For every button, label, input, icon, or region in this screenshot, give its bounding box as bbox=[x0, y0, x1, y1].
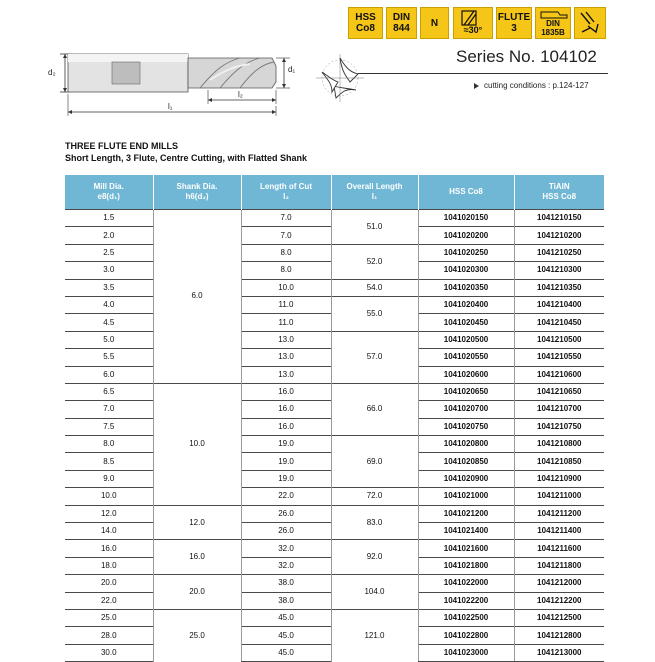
tialn-code-cell: 1041210300 bbox=[514, 262, 604, 279]
overall-length-cell: 52.0 bbox=[331, 244, 418, 279]
mill-dia-cell: 20.0 bbox=[65, 575, 153, 592]
mill-dia-cell: 8.0 bbox=[65, 436, 153, 453]
cutting-conditions-link[interactable]: cutting conditions : p.124-127 bbox=[474, 81, 589, 90]
length-of-cut-cell: 8.0 bbox=[241, 262, 331, 279]
tialn-code-cell: 1041212200 bbox=[514, 592, 604, 609]
d1-label: d₁ bbox=[288, 65, 296, 74]
helix-icon bbox=[460, 10, 482, 26]
hss-code-cell: 1041021600 bbox=[418, 540, 514, 557]
tialn-code-cell: 1041211400 bbox=[514, 523, 604, 540]
centre-cutting-icon bbox=[578, 10, 602, 36]
shank-dia-cell: 6.0 bbox=[153, 210, 241, 384]
table-row bbox=[65, 436, 604, 453]
hss-code-cell: 1041020350 bbox=[418, 279, 514, 296]
overall-length-cell: 121.0 bbox=[331, 609, 418, 661]
shank-dia-cell: 16.0 bbox=[153, 540, 241, 575]
length-of-cut-cell: 13.0 bbox=[241, 366, 331, 383]
tialn-code-cell: 1041210400 bbox=[514, 296, 604, 313]
hss-code-cell: 1041022200 bbox=[418, 592, 514, 609]
length-of-cut-cell: 19.0 bbox=[241, 436, 331, 453]
tialn-code-cell: 1041210450 bbox=[514, 314, 604, 331]
length-of-cut-cell: 38.0 bbox=[241, 575, 331, 592]
hss-code-cell: 1041022500 bbox=[418, 609, 514, 626]
hss-code-cell: 1041022800 bbox=[418, 627, 514, 644]
mill-dia-cell: 28.0 bbox=[65, 627, 153, 644]
overall-length-cell: 83.0 bbox=[331, 505, 418, 540]
arrow-right-icon bbox=[474, 83, 479, 89]
tialn-code-cell: 1041211800 bbox=[514, 557, 604, 574]
mill-dia-cell: 16.0 bbox=[65, 540, 153, 557]
tialn-code-cell: 1041210800 bbox=[514, 436, 604, 453]
length-of-cut-cell: 7.0 bbox=[241, 210, 331, 227]
mill-dia-cell: 6.0 bbox=[65, 366, 153, 383]
hss-code-cell: 1041020650 bbox=[418, 383, 514, 400]
mill-dia-cell: 18.0 bbox=[65, 557, 153, 574]
tialn-code-cell: 1041211200 bbox=[514, 505, 604, 522]
flute-count-badge: FLUTE 3 bbox=[496, 7, 532, 39]
mill-dia-cell: 10.0 bbox=[65, 488, 153, 505]
table-row bbox=[65, 488, 604, 505]
length-of-cut-cell: 11.0 bbox=[241, 296, 331, 313]
mill-dia-cell: 22.0 bbox=[65, 592, 153, 609]
hss-code-cell: 1041023000 bbox=[418, 644, 514, 661]
hss-code-cell: 1041021400 bbox=[418, 523, 514, 540]
l2-label: l₂ bbox=[238, 90, 243, 99]
l1-label: l₁ bbox=[168, 102, 173, 111]
tialn-code-cell: 1041212800 bbox=[514, 627, 604, 644]
overall-length-cell: 51.0 bbox=[331, 210, 418, 245]
tialn-code-cell: 1041210650 bbox=[514, 383, 604, 400]
flute-body bbox=[188, 58, 276, 88]
hss-co8-badge: HSS Co8 bbox=[348, 7, 383, 39]
table-row bbox=[65, 383, 604, 400]
mill-dia-cell: 3.5 bbox=[65, 279, 153, 296]
length-of-cut-cell: 26.0 bbox=[241, 523, 331, 540]
hss-code-cell: 1041020550 bbox=[418, 349, 514, 366]
table-row bbox=[65, 575, 604, 592]
hss-code-cell: 1041020300 bbox=[418, 262, 514, 279]
tialn-code-cell: 1041210200 bbox=[514, 227, 604, 244]
hss-code-cell: 1041020500 bbox=[418, 331, 514, 348]
hss-code-cell: 1041022000 bbox=[418, 575, 514, 592]
mill-dia-cell: 5.0 bbox=[65, 331, 153, 348]
length-of-cut-cell: 26.0 bbox=[241, 505, 331, 522]
tialn-code-cell: 1041210750 bbox=[514, 418, 604, 435]
table-header-row bbox=[65, 175, 604, 210]
mill-dia-cell: 3.0 bbox=[65, 262, 153, 279]
overall-length-cell: 72.0 bbox=[331, 488, 418, 505]
overall-length-cell: 57.0 bbox=[331, 331, 418, 383]
mill-dia-header: Mill Dia. e8(d₁) bbox=[65, 175, 153, 210]
hss-code-cell: 1041020200 bbox=[418, 227, 514, 244]
mill-dia-cell: 12.0 bbox=[65, 505, 153, 522]
table-row bbox=[65, 609, 604, 626]
length-of-cut-cell: 13.0 bbox=[241, 331, 331, 348]
shank-dia-cell: 12.0 bbox=[153, 505, 241, 540]
centre-cutting-badge bbox=[574, 7, 606, 39]
hss-code-cell: 1041020850 bbox=[418, 453, 514, 470]
mill-dia-cell: 4.0 bbox=[65, 296, 153, 313]
length-of-cut-cell: 45.0 bbox=[241, 627, 331, 644]
mill-dia-cell: 9.0 bbox=[65, 470, 153, 487]
mill-dia-cell: 6.5 bbox=[65, 383, 153, 400]
tialn-code-cell: 1041210150 bbox=[514, 210, 604, 227]
mill-dia-cell: 7.5 bbox=[65, 418, 153, 435]
hss-code-cell: 1041021000 bbox=[418, 488, 514, 505]
hss-code-cell: 1041020250 bbox=[418, 244, 514, 261]
mill-dia-cell: 8.5 bbox=[65, 453, 153, 470]
table-row bbox=[65, 244, 604, 261]
hss-code-cell: 1041020450 bbox=[418, 314, 514, 331]
length-of-cut-cell: 38.0 bbox=[241, 592, 331, 609]
length-of-cut-cell: 45.0 bbox=[241, 609, 331, 626]
spec-table bbox=[65, 175, 604, 662]
tialn-code-cell: 1041212000 bbox=[514, 575, 604, 592]
series-divider bbox=[358, 73, 608, 74]
length-of-cut-cell: 22.0 bbox=[241, 488, 331, 505]
mill-dia-cell: 5.5 bbox=[65, 349, 153, 366]
tialn-code-cell: 1041210250 bbox=[514, 244, 604, 261]
tialn-code-cell: 1041210900 bbox=[514, 470, 604, 487]
overall-length-cell: 66.0 bbox=[331, 383, 418, 435]
product-subtitle: Short Length, 3 Flute, Centre Cutting, with Flatted Shank bbox=[65, 153, 307, 163]
length-of-cut-cell: 7.0 bbox=[241, 227, 331, 244]
mill-dia-cell: 4.5 bbox=[65, 314, 153, 331]
mill-dia-cell: 1.5 bbox=[65, 210, 153, 227]
tialn-code-cell: 1041210350 bbox=[514, 279, 604, 296]
shank-dia-cell: 25.0 bbox=[153, 609, 241, 661]
overall-length-cell: 69.0 bbox=[331, 436, 418, 488]
hss-code-cell: 1041020400 bbox=[418, 296, 514, 313]
length-of-cut-cell: 45.0 bbox=[241, 644, 331, 661]
length-of-cut-cell: 13.0 bbox=[241, 349, 331, 366]
mill-dia-cell: 25.0 bbox=[65, 609, 153, 626]
length-of-cut-cell: 16.0 bbox=[241, 418, 331, 435]
length-of-cut-cell: 32.0 bbox=[241, 557, 331, 574]
mill-dia-cell: 30.0 bbox=[65, 644, 153, 661]
mill-dia-cell: 2.5 bbox=[65, 244, 153, 261]
hss-code-cell: 1041020900 bbox=[418, 470, 514, 487]
overall-length-cell: 55.0 bbox=[331, 296, 418, 331]
type-n-badge: N bbox=[420, 7, 449, 39]
tialn-code-cell: 1041212500 bbox=[514, 609, 604, 626]
shank-dia-cell: 20.0 bbox=[153, 575, 241, 610]
tialn-code-cell: 1041213000 bbox=[514, 644, 604, 661]
cross-section bbox=[316, 54, 364, 102]
tialn-code-cell: 1041210500 bbox=[514, 331, 604, 348]
table-row bbox=[65, 505, 604, 522]
mill-dia-cell: 14.0 bbox=[65, 523, 153, 540]
overall-length-cell: 54.0 bbox=[331, 279, 418, 296]
table-row bbox=[65, 210, 604, 227]
overall-length-cell: 104.0 bbox=[331, 575, 418, 610]
tialn-code-cell: 1041211600 bbox=[514, 540, 604, 557]
length-of-cut-cell: 16.0 bbox=[241, 401, 331, 418]
series-title: Series No. 104102 bbox=[456, 47, 597, 66]
length-of-cut-cell: 10.0 bbox=[241, 279, 331, 296]
length-of-cut-cell: 19.0 bbox=[241, 470, 331, 487]
length-of-cut-cell: 11.0 bbox=[241, 314, 331, 331]
tialn-code-cell: 1041210550 bbox=[514, 349, 604, 366]
tialn-code-cell: 1041211000 bbox=[514, 488, 604, 505]
overall-length-header: Overall Length l₁ bbox=[331, 175, 418, 210]
tialn-header: TiAlN HSS Co8 bbox=[514, 175, 604, 210]
hss-co8-header: HSS Co8 bbox=[418, 175, 514, 210]
tialn-code-cell: 1041210600 bbox=[514, 366, 604, 383]
hss-code-cell: 1041020600 bbox=[418, 366, 514, 383]
table-row bbox=[65, 296, 604, 313]
length-of-cut-header: Length of Cut l₂ bbox=[241, 175, 331, 210]
din-844-badge: DIN 844 bbox=[386, 7, 417, 39]
mill-dia-cell: 7.0 bbox=[65, 401, 153, 418]
hss-code-cell: 1041020150 bbox=[418, 210, 514, 227]
hss-code-cell: 1041020750 bbox=[418, 418, 514, 435]
end-mill-drawing bbox=[40, 40, 370, 120]
length-of-cut-cell: 16.0 bbox=[241, 383, 331, 400]
table-row bbox=[65, 540, 604, 557]
hss-code-cell: 1041020700 bbox=[418, 401, 514, 418]
hss-code-cell: 1041020800 bbox=[418, 436, 514, 453]
product-title: THREE FLUTE END MILLS bbox=[65, 141, 178, 151]
tialn-code-cell: 1041210850 bbox=[514, 453, 604, 470]
shank-flat bbox=[112, 62, 140, 84]
d2-label: d₂ bbox=[48, 68, 56, 77]
flatted-shank-icon bbox=[540, 10, 568, 20]
length-of-cut-cell: 8.0 bbox=[241, 244, 331, 261]
mill-dia-cell: 2.0 bbox=[65, 227, 153, 244]
tialn-code-cell: 1041210700 bbox=[514, 401, 604, 418]
shank-dia-header: Shank Dia. h6(d₂) bbox=[153, 175, 241, 210]
shank-dia-cell: 10.0 bbox=[153, 383, 241, 505]
hss-code-cell: 1041021200 bbox=[418, 505, 514, 522]
table-row bbox=[65, 279, 604, 296]
table-row bbox=[65, 331, 604, 348]
din-1835b-badge: DIN 1835B bbox=[535, 7, 571, 39]
length-of-cut-cell: 19.0 bbox=[241, 453, 331, 470]
length-of-cut-cell: 32.0 bbox=[241, 540, 331, 557]
overall-length-cell: 92.0 bbox=[331, 540, 418, 575]
helix-angle-badge: ≈30° bbox=[453, 7, 493, 39]
hss-code-cell: 1041021800 bbox=[418, 557, 514, 574]
